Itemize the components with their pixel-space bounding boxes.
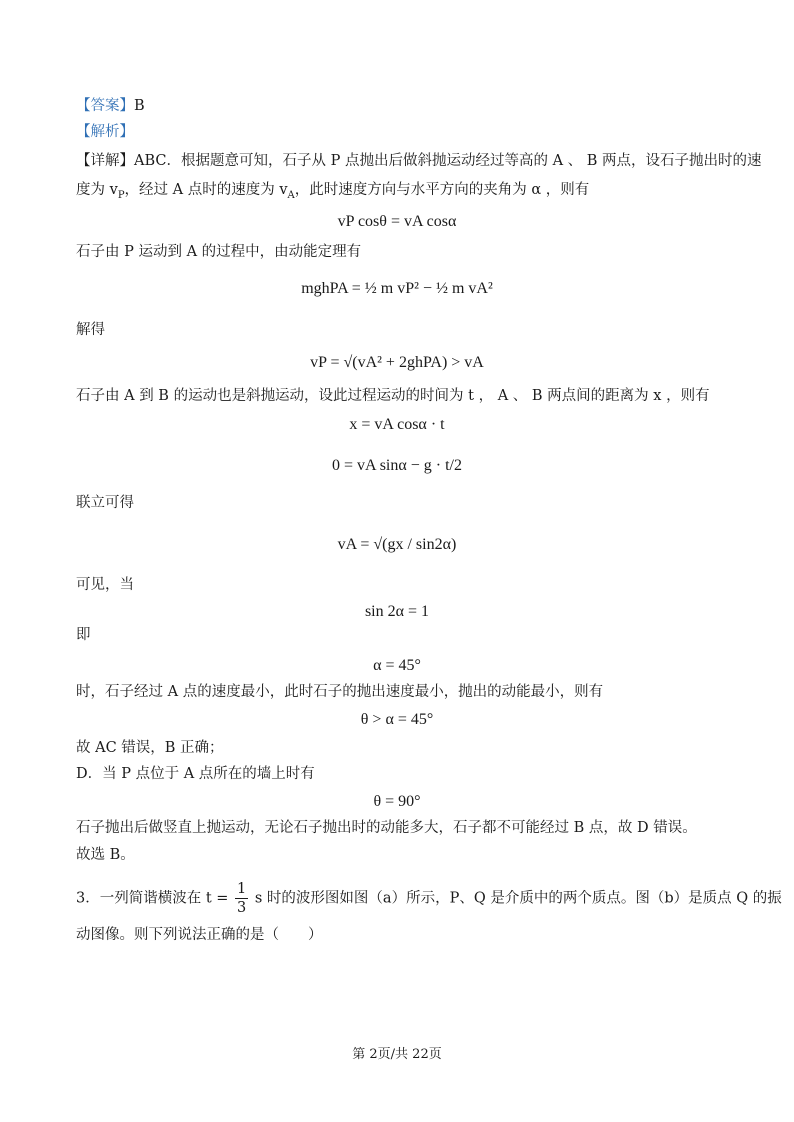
question-3-line-1 xyxy=(76,880,782,917)
subscript-a: A xyxy=(287,189,295,201)
detail-paragraph-12: 故选 B。 xyxy=(76,847,135,863)
question-3-text-1b: s 时的波形图如图（a）所示，P、Q 是介质中的两个质点。图（b）是质点 Q 的振 xyxy=(254,890,782,907)
question-3-fraction xyxy=(235,880,248,917)
detail-paragraph-8: 时，石子经过 A 点的速度最小，此时石子的抛出速度最小，抛出的动能最小，则有 xyxy=(76,684,604,700)
detail-paragraph-10: D．当 P 点位于 A 点所在的墙上时有 xyxy=(76,766,315,782)
analysis-label: 【解析】 xyxy=(76,124,134,140)
detail-paragraph-6: 可见，当 xyxy=(76,577,134,593)
detail-text-1c: ，经过 A 点时的速度为 v xyxy=(124,182,288,198)
detail-paragraph-2: 石子由 P 运动到 A 的过程中，由动能定理有 xyxy=(76,244,362,260)
detail-paragraph-3: 解得 xyxy=(76,322,105,338)
answer-value: B xyxy=(134,98,145,114)
detail-text-1d: ，此时速度方向与水平方向的夹角为 α ，则有 xyxy=(294,182,590,198)
equation-3: vP = √(vA² + 2ghPA) > vA xyxy=(310,354,484,371)
detail-paragraph-7: 即 xyxy=(76,627,91,643)
detail-label: 【详解】 xyxy=(76,153,134,169)
answer-line xyxy=(76,96,145,116)
equation-10: θ = 90° xyxy=(373,793,421,810)
fraction-numerator: 1 xyxy=(237,881,247,897)
equation-7: sin 2α = 1 xyxy=(364,603,430,620)
equation-8: α = 45° xyxy=(373,657,421,674)
equation-6: vA = √(gx / sin2α) xyxy=(337,536,457,553)
detail-paragraph-1a xyxy=(76,151,762,171)
fraction-denominator: 3 xyxy=(237,900,247,916)
detail-paragraph-4: 石子由 A 到 B 的运动也是斜抛运动，设此过程运动的时间为 t ， A 、 B 两点间的距离为 x ，则有 xyxy=(76,388,710,404)
equation-9: θ > α = 45° xyxy=(360,711,434,728)
detail-text-1a: ABC．根据题意可知，石子从 P 点抛出后做斜抛运动经过等高的 A 、 B 两点，设石子抛出时的速 xyxy=(134,153,762,169)
detail-paragraph-11: 石子抛出后做竖直上抛运动，无论石子抛出时的动能多大，石子都不可能经过 B 点，故 D 错误。 xyxy=(76,820,697,836)
detail-paragraph-5: 联立可得 xyxy=(76,495,134,511)
equation-1: vP cosθ = vA cosα xyxy=(337,213,457,230)
answer-label: 【答案】 xyxy=(76,98,134,114)
question-3-text-1a: 3．一列简谐横波在 t = xyxy=(76,890,229,907)
page-footer: 第 2页/共 22页 xyxy=(352,1047,442,1062)
detail-paragraph-1b xyxy=(76,180,589,206)
equation-5: 0 = vA sinα − g · t/2 xyxy=(332,457,462,474)
equation-2: mghPA = ½ m vP² − ½ m vA² xyxy=(301,280,493,297)
detail-paragraph-9: 故 AC 错误，B 正确； xyxy=(76,740,224,756)
subscript-p: P xyxy=(117,189,125,201)
detail-text-1b: 度为 v xyxy=(76,182,118,198)
question-3-line-2: 动图像。则下列说法正确的是（ ） xyxy=(76,927,323,943)
equation-4: x = vA cosα · t xyxy=(349,416,445,433)
